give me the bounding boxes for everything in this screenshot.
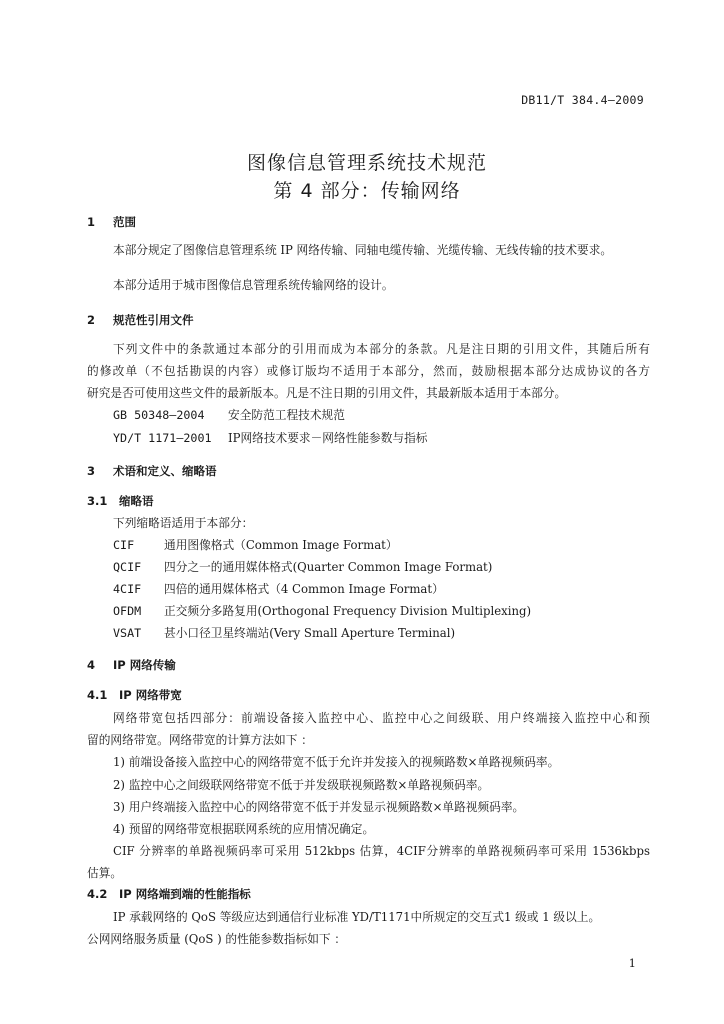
section-4-heading bbox=[87, 657, 176, 673]
section-number: 3 bbox=[87, 464, 96, 478]
paragraph-line: 留的网络带宽。网络带宽的计算方法如下 ： bbox=[87, 733, 313, 747]
list-item: 4) 预留的网络带宽根据联网系统的应用情况确定。 bbox=[113, 822, 375, 836]
section-1-heading bbox=[87, 214, 136, 230]
list-item: 1) 前端设备接入监控中心的网络带宽不低于允许并发接入的视频路数×单路视频码率。 bbox=[113, 755, 560, 769]
page-number: 1 bbox=[628, 956, 636, 970]
section-3-heading bbox=[87, 463, 217, 479]
abbreviation-desc: 四倍的通用媒体格式（4 Common Image Format） bbox=[164, 582, 444, 596]
document-subtitle: 第 4 部分：传输网络 bbox=[273, 180, 461, 202]
abbreviation-item bbox=[113, 625, 455, 641]
abbreviation-desc: 通用图像格式（Common Image Format） bbox=[164, 538, 398, 552]
subsection-title: 缩略语 bbox=[119, 494, 154, 508]
abbreviation-desc: 四分之一的通用媒体格式(Quarter Common Image Format) bbox=[164, 560, 493, 574]
paragraph-line: 网络带宽包括四部分：前端设备接入监控中心、监控中心之间级联、用户终端接入监控中心和预 bbox=[113, 711, 650, 725]
section-title: IP 网络传输 bbox=[113, 658, 176, 672]
reference-title: IP网络技术要求－网络性能参数与指标 bbox=[228, 431, 428, 445]
paragraph: 下列缩略语适用于本部分： bbox=[113, 516, 254, 530]
subsection-title: IP 网络端到端的性能指标 bbox=[119, 887, 251, 901]
subsection-4-1-heading bbox=[87, 687, 182, 703]
paragraph-line: 研究是否可使用这些文件的最新版本。凡是不注日期的引用文件，其最新版本适用于本部分。 bbox=[87, 386, 567, 400]
document-title: 图像信息管理系统技术规范 bbox=[246, 152, 487, 174]
reference-item bbox=[113, 430, 427, 446]
reference-item bbox=[113, 407, 345, 423]
abbreviation-desc: 甚小口径卫星终端站(Very Small Aperture Terminal) bbox=[164, 626, 456, 640]
paragraph-line: 公网网络服务质量 (QoS ) 的性能参数指标如下 ： bbox=[87, 932, 346, 946]
abbreviation-code: QCIF bbox=[113, 560, 142, 574]
abbreviation-code: 4CIF bbox=[113, 582, 142, 596]
reference-code: YD/T 1171—2001 bbox=[113, 431, 212, 445]
abbreviation-item bbox=[113, 559, 492, 575]
abbreviation-code: OFDM bbox=[113, 604, 142, 618]
subsection-title: IP 网络带宽 bbox=[119, 688, 182, 702]
subsection-3-1-heading bbox=[87, 493, 154, 509]
paragraph: 本部分规定了图像信息管理系统 IP 网络传输、同轴电缆传输、光缆传输、无线传输的技术要求。 bbox=[113, 243, 613, 257]
paragraph-line: IP 承载网络的 QoS 等级应达到通信行业标准 YD/T1171中所规定的交互式1 级或 1 级以上。 bbox=[113, 910, 601, 924]
subsection-4-2-heading bbox=[87, 886, 251, 902]
section-title: 范围 bbox=[113, 215, 136, 229]
abbreviation-code: CIF bbox=[113, 538, 135, 552]
reference-code: GB 50348—2004 bbox=[113, 408, 205, 422]
paragraph-line: CIF 分辨率的单路视频码率可采用 512kbps 估算，4CIF分辨率的单路视频码率可采用 1536kbps bbox=[113, 844, 650, 858]
abbreviation-desc: 正交频分多路复用(Orthogonal Frequency Division Multiplexing) bbox=[164, 604, 532, 618]
paragraph-line: 估算。 bbox=[87, 866, 123, 880]
paragraph: 本部分适用于城市图像信息管理系统传输网络的设计。 bbox=[113, 278, 394, 292]
section-number: 4 bbox=[87, 658, 96, 672]
document-code: DB11/T 384.4—2009 bbox=[521, 93, 644, 107]
paragraph-line: 的修改单（不包括勘误的内容）或修订版均不适用于本部分，然而，鼓励根据本部分达成协议的各方 bbox=[87, 364, 650, 378]
list-item: 3) 用户终端接入监控中心的网络带宽不低于并发显示视频路数×单路视频码率。 bbox=[113, 800, 525, 814]
section-2-heading bbox=[87, 312, 194, 328]
list-item: 2) 监控中心之间级联网络带宽不低于并发级联视频路数×单路视频码率。 bbox=[113, 778, 490, 792]
abbreviation-item bbox=[113, 603, 531, 619]
subsection-number: 4.1 bbox=[87, 688, 108, 702]
section-title: 术语和定义、缩略语 bbox=[113, 464, 217, 478]
section-number: 2 bbox=[87, 313, 96, 327]
abbreviation-code: VSAT bbox=[113, 626, 142, 640]
section-title: 规范性引用文件 bbox=[113, 313, 194, 327]
abbreviation-item bbox=[113, 537, 398, 553]
reference-title: 安全防范工程技术规范 bbox=[228, 408, 345, 422]
section-number: 1 bbox=[87, 215, 96, 229]
subsection-number: 4.2 bbox=[87, 887, 108, 901]
subsection-number: 3.1 bbox=[87, 494, 108, 508]
abbreviation-item bbox=[113, 581, 444, 597]
paragraph-line: 下列文件中的条款通过本部分的引用而成为本部分的条款。凡是注日期的引用文件，其随后所有 bbox=[113, 342, 650, 356]
